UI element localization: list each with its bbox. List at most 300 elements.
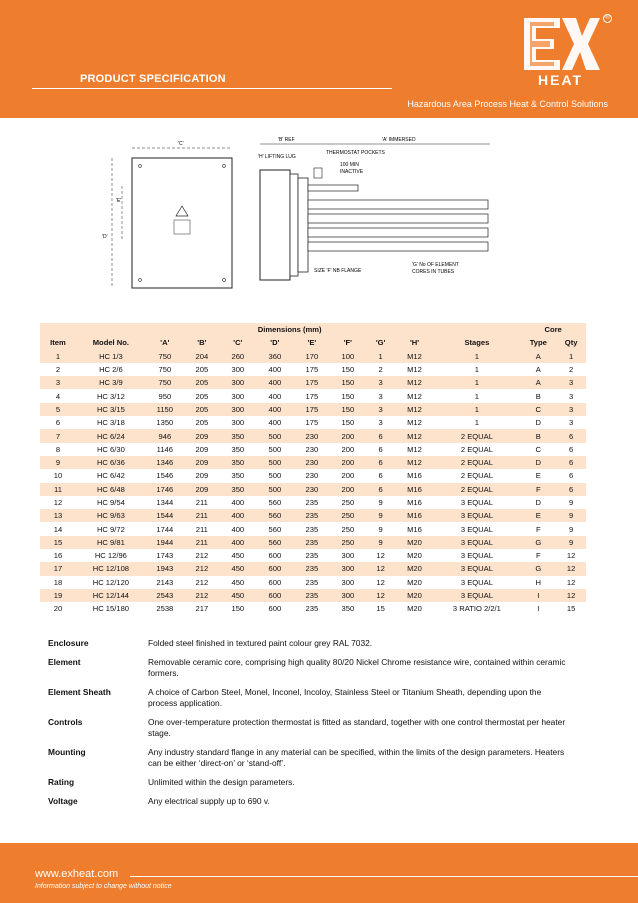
table-cell: E <box>520 469 556 482</box>
column-header: 'G' <box>366 336 396 349</box>
footer-rule <box>130 876 638 877</box>
table-cell: 560 <box>256 496 294 509</box>
table-cell: 9 <box>366 509 396 522</box>
table-cell: 750 <box>146 376 184 389</box>
table-cell: 1 <box>434 389 521 402</box>
group-header-dimensions: Dimensions (mm) <box>146 323 434 336</box>
table-row <box>40 589 586 602</box>
element-tube <box>308 242 488 251</box>
table-cell: 6 <box>366 469 396 482</box>
table-row <box>40 509 586 522</box>
label-h-lifting-lug: 'H' LIFTING LUG <box>258 154 296 160</box>
table-cell: 500 <box>256 469 294 482</box>
disclaimer-note: Information subject to change without notice <box>35 883 172 890</box>
table-cell: 3 <box>556 416 586 429</box>
table-cell: 200 <box>330 456 366 469</box>
property-row <box>48 717 588 739</box>
table-cell: 235 <box>294 536 330 549</box>
column-header: 'A' <box>146 336 184 349</box>
table-cell: 300 <box>220 403 256 416</box>
table-cell: 400 <box>256 363 294 376</box>
table-cell: E <box>520 509 556 522</box>
table-cell: 3 <box>366 389 396 402</box>
table-cell: HC 9/63 <box>76 509 146 522</box>
table-row <box>40 456 586 469</box>
table-cell: 205 <box>184 403 220 416</box>
table-cell: H <box>520 576 556 589</box>
table-cell: 6 <box>366 456 396 469</box>
table-cell: F <box>520 483 556 496</box>
label-cores-1: 'G' No OF ELEMENT <box>412 262 459 268</box>
table-cell: 212 <box>184 562 220 575</box>
table-cell: 1 <box>434 363 521 376</box>
table-cell: 3 EQUAL <box>434 562 521 575</box>
table-cell: 600 <box>256 549 294 562</box>
table-row <box>40 443 586 456</box>
table-cell: 250 <box>330 496 366 509</box>
table-cell: 2538 <box>146 602 184 615</box>
table-cell: HC 6/36 <box>76 456 146 469</box>
table-cell: 209 <box>184 456 220 469</box>
table-cell: 1544 <box>146 509 184 522</box>
table-cell: HC 6/42 <box>76 469 146 482</box>
table-cell: 6 <box>556 429 586 442</box>
table-cell: 1944 <box>146 536 184 549</box>
column-header: 'B' <box>184 336 220 349</box>
column-header: 'C' <box>220 336 256 349</box>
table-cell: 500 <box>256 483 294 496</box>
table-cell: 350 <box>330 602 366 615</box>
table-cell: D <box>520 496 556 509</box>
model-spec-table <box>40 323 586 616</box>
table-cell: 15 <box>40 536 76 549</box>
table-cell: 6 <box>556 456 586 469</box>
ex-logo-icon <box>520 14 600 74</box>
table-cell: 6 <box>556 469 586 482</box>
table-cell: 1943 <box>146 562 184 575</box>
table-row <box>40 562 586 575</box>
table-cell: 1344 <box>146 496 184 509</box>
table-cell: 3 EQUAL <box>434 589 521 602</box>
table-row <box>40 350 586 363</box>
table-row <box>40 549 586 562</box>
table-row <box>40 496 586 509</box>
table-cell: 9 <box>40 456 76 469</box>
label-min-inactive-2: INACTIVE <box>340 169 364 175</box>
table-cell: 350 <box>220 443 256 456</box>
table-row <box>40 429 586 442</box>
header-rule <box>32 88 392 89</box>
table-row <box>40 416 586 429</box>
table-cell: 235 <box>294 509 330 522</box>
property-value: Folded steel finished in textured paint colour grey RAL 7032. <box>148 638 373 648</box>
table-cell: 350 <box>220 429 256 442</box>
property-value: Unlimited within the design parameters. <box>148 777 295 787</box>
table-cell: C <box>520 443 556 456</box>
table-cell: 450 <box>220 589 256 602</box>
logo-heat-text: HEAT <box>538 72 584 88</box>
table-cell: 1743 <box>146 549 184 562</box>
table-cell: 300 <box>220 376 256 389</box>
table-cell: 150 <box>330 363 366 376</box>
table-cell: 150 <box>330 389 366 402</box>
table-cell: 400 <box>220 496 256 509</box>
table-cell: 16 <box>40 549 76 562</box>
table-cell: 235 <box>294 522 330 535</box>
table-cell: 170 <box>294 350 330 363</box>
table-cell: 400 <box>256 416 294 429</box>
table-cell: 217 <box>184 602 220 615</box>
enclosure-front-view <box>132 158 232 288</box>
dim-label-d: 'D' <box>102 234 108 240</box>
table-cell: 2 EQUAL <box>434 429 521 442</box>
property-name: Element <box>48 657 81 667</box>
table-cell: HC 9/81 <box>76 536 146 549</box>
table-cell: 1746 <box>146 483 184 496</box>
table-cell: 1 <box>366 350 396 363</box>
table-cell: 12 <box>366 589 396 602</box>
table-cell: 300 <box>220 389 256 402</box>
table-cell: B <box>520 429 556 442</box>
table-cell: 350 <box>220 469 256 482</box>
table-body <box>40 350 586 616</box>
property-name: Mounting <box>48 747 86 757</box>
table-cell: HC 9/54 <box>76 496 146 509</box>
table-row <box>40 363 586 376</box>
table-cell: M20 <box>395 602 433 615</box>
table-cell: M12 <box>395 429 433 442</box>
table-cell: 6 <box>366 429 396 442</box>
table-cell: 10 <box>40 469 76 482</box>
table-cell: 150 <box>330 403 366 416</box>
label-cores-2: CORES IN TUBES <box>412 269 455 275</box>
table-cell: 2 EQUAL <box>434 483 521 496</box>
table-cell: 450 <box>220 562 256 575</box>
table-cell: 17 <box>40 562 76 575</box>
table-cell: HC 1/3 <box>76 350 146 363</box>
table-cell: HC 3/9 <box>76 376 146 389</box>
table-cell: 14 <box>40 522 76 535</box>
table-cell: M12 <box>395 456 433 469</box>
table-cell: 205 <box>184 416 220 429</box>
table-cell: 350 <box>220 456 256 469</box>
table-cell: 500 <box>256 443 294 456</box>
table-row <box>40 522 586 535</box>
table-cell: 6 <box>366 483 396 496</box>
table-cell: 600 <box>256 576 294 589</box>
table-cell: 1350 <box>146 416 184 429</box>
dim-label-c: 'C' <box>178 141 184 147</box>
table-cell: M12 <box>395 350 433 363</box>
table-cell: 3 <box>366 416 396 429</box>
table-cell: 175 <box>294 376 330 389</box>
table-cell: 3 <box>556 389 586 402</box>
table-cell: 11 <box>40 483 76 496</box>
dim-label-b-ref: 'B' REF <box>278 137 295 143</box>
column-header: 'E' <box>294 336 330 349</box>
table-cell: 950 <box>146 389 184 402</box>
table-cell: M16 <box>395 483 433 496</box>
website-link[interactable]: www.exheat.com <box>35 868 119 880</box>
table-cell: HC 3/12 <box>76 389 146 402</box>
label-flange: SIZE 'F' NB FLANGE <box>314 268 362 274</box>
table-cell: HC 12/144 <box>76 589 146 602</box>
table-cell: 3 <box>366 403 396 416</box>
table-cell: 300 <box>220 363 256 376</box>
table-cell: 1 <box>434 350 521 363</box>
table-cell: 9 <box>366 522 396 535</box>
table-cell: 200 <box>330 443 366 456</box>
table-cell: 1 <box>434 403 521 416</box>
table-cell: M12 <box>395 389 433 402</box>
table-cell: 209 <box>184 443 220 456</box>
table-cell: 235 <box>294 562 330 575</box>
table-cell: 3 <box>556 376 586 389</box>
table-cell: 250 <box>330 522 366 535</box>
table-cell: 400 <box>220 536 256 549</box>
table-row <box>40 403 586 416</box>
table-cell: 235 <box>294 496 330 509</box>
table-cell: HC 3/15 <box>76 403 146 416</box>
column-header: Qty <box>556 336 586 349</box>
table-cell: 750 <box>146 350 184 363</box>
element-tube <box>308 228 488 237</box>
table-cell: 500 <box>256 456 294 469</box>
property-value: Removable ceramic core, comprising high quality 80/20 Nickel Chrome resistance wire, contained within ceramic formers. <box>148 657 566 678</box>
page-title: PRODUCT SPECIFICATION <box>80 73 226 85</box>
table-cell: 230 <box>294 456 330 469</box>
table-cell: 3 EQUAL <box>434 536 521 549</box>
table-cell: 300 <box>330 562 366 575</box>
dim-label-e: 'E' <box>116 198 122 204</box>
table-cell: 3 EQUAL <box>434 549 521 562</box>
table-group-header <box>40 323 586 336</box>
table-cell: 1 <box>556 350 586 363</box>
table-cell: 230 <box>294 443 330 456</box>
table-cell: HC 12/108 <box>76 562 146 575</box>
table-cell: 18 <box>40 576 76 589</box>
table-cell: 946 <box>146 429 184 442</box>
table-cell: 600 <box>256 562 294 575</box>
table-cell: 1 <box>434 416 521 429</box>
table-cell: 205 <box>184 389 220 402</box>
heater-diagram <box>100 130 520 310</box>
table-cell: M12 <box>395 376 433 389</box>
table-cell: 300 <box>220 416 256 429</box>
table-cell: M12 <box>395 416 433 429</box>
table-cell: 600 <box>256 589 294 602</box>
table-cell: 5 <box>40 403 76 416</box>
table-cell: 300 <box>330 589 366 602</box>
table-cell: 1 <box>434 376 521 389</box>
table-cell: G <box>520 536 556 549</box>
table-cell: 209 <box>184 469 220 482</box>
table-cell: 350 <box>220 483 256 496</box>
table-cell: 400 <box>220 509 256 522</box>
table-cell: 1150 <box>146 403 184 416</box>
table-cell: HC 6/48 <box>76 483 146 496</box>
table-cell: 211 <box>184 509 220 522</box>
table-cell: 9 <box>556 509 586 522</box>
property-name: Controls <box>48 717 83 727</box>
table-cell: 175 <box>294 403 330 416</box>
table-cell: 13 <box>40 509 76 522</box>
property-name: Enclosure <box>48 638 89 648</box>
table-cell: 3 EQUAL <box>434 496 521 509</box>
table-cell: M16 <box>395 469 433 482</box>
table-cell: 230 <box>294 469 330 482</box>
table-cell: 150 <box>330 376 366 389</box>
table-cell: M12 <box>395 363 433 376</box>
table-cell: 9 <box>556 522 586 535</box>
table-cell: 205 <box>184 363 220 376</box>
column-header: 'D' <box>256 336 294 349</box>
table-cell: 200 <box>330 429 366 442</box>
company-tagline: Hazardous Area Process Heat & Control Solutions <box>407 99 608 109</box>
table-cell: 211 <box>184 536 220 549</box>
table-cell: 175 <box>294 416 330 429</box>
table-cell: 150 <box>220 602 256 615</box>
table-cell: 7 <box>40 429 76 442</box>
table-cell: HC 12/96 <box>76 549 146 562</box>
table-cell: 209 <box>184 483 220 496</box>
table-cell: 500 <box>256 429 294 442</box>
table-cell: 260 <box>220 350 256 363</box>
page-footer <box>0 843 638 903</box>
property-value: One over-temperature protection thermostat is fitted as standard, together with one control thermostat per heater stage. <box>148 717 566 738</box>
page-header <box>0 0 638 118</box>
table-cell: 230 <box>294 483 330 496</box>
table-cell: 211 <box>184 522 220 535</box>
column-header: Stages <box>434 336 521 349</box>
table-cell: 9 <box>556 536 586 549</box>
table-cell: F <box>520 522 556 535</box>
table-cell: 400 <box>256 389 294 402</box>
property-value: A choice of Carbon Steel, Monel, Inconel, Incoloy, Stainless Steel or Titanium Sheath, depending upon the process application. <box>148 687 542 708</box>
table-cell: 12 <box>556 589 586 602</box>
table-row <box>40 602 586 615</box>
table-cell: 20 <box>40 602 76 615</box>
column-header: Item <box>40 336 76 349</box>
table-cell: 235 <box>294 589 330 602</box>
table-cell: 560 <box>256 522 294 535</box>
table-cell: 200 <box>330 483 366 496</box>
table-row <box>40 376 586 389</box>
table-cell: 1 <box>40 350 76 363</box>
column-header: 'H' <box>395 336 433 349</box>
dim-label-a-immersed: 'A' IMMERSED <box>382 137 416 143</box>
table-cell: 6 <box>40 416 76 429</box>
table-cell: 400 <box>220 522 256 535</box>
table-cell: 209 <box>184 429 220 442</box>
table-cell: 560 <box>256 536 294 549</box>
table-cell: 450 <box>220 549 256 562</box>
table-cell: B <box>520 389 556 402</box>
property-value: Any industry standard flange in any material can be specified, within the limits of the design parameters. Heaters can be either ‘direct-on’ or ‘stand-off’. <box>148 747 565 768</box>
label-thermostat-pockets: THERMOSTAT POCKETS <box>326 150 385 156</box>
table-cell: A <box>520 350 556 363</box>
table-cell: 100 <box>330 350 366 363</box>
table-cell: 212 <box>184 549 220 562</box>
table-cell: 250 <box>330 509 366 522</box>
table-cell: M20 <box>395 549 433 562</box>
registered-mark: ® <box>603 14 612 23</box>
table-cell: 2143 <box>146 576 184 589</box>
property-row <box>48 657 588 679</box>
table-cell: 212 <box>184 589 220 602</box>
table-cell: M16 <box>395 496 433 509</box>
table-cell: 3 <box>366 376 396 389</box>
table-cell: F <box>520 549 556 562</box>
table-column-headers <box>40 336 586 349</box>
table-cell: 12 <box>556 562 586 575</box>
label-min-inactive-1: 100 MIN <box>340 162 359 168</box>
table-cell: 235 <box>294 549 330 562</box>
table-cell: 200 <box>330 469 366 482</box>
table-cell: 19 <box>40 589 76 602</box>
product-properties <box>48 638 588 815</box>
table-cell: 2 <box>366 363 396 376</box>
table-cell: HC 15/180 <box>76 602 146 615</box>
table-cell: 9 <box>366 496 396 509</box>
table-cell: A <box>520 363 556 376</box>
table-cell: M12 <box>395 403 433 416</box>
property-row <box>48 638 588 649</box>
property-name: Rating <box>48 777 75 787</box>
property-value: Any electrical supply up to 690 v. <box>148 796 270 806</box>
table-cell: M16 <box>395 522 433 535</box>
table-cell: I <box>520 589 556 602</box>
table-cell: 235 <box>294 576 330 589</box>
table-cell: 6 <box>556 483 586 496</box>
element-tube <box>308 214 488 223</box>
table-cell: 204 <box>184 350 220 363</box>
table-cell: 1146 <box>146 443 184 456</box>
table-cell: M20 <box>395 536 433 549</box>
property-row <box>48 687 588 709</box>
table-cell: 4 <box>40 389 76 402</box>
table-cell: HC 2/6 <box>76 363 146 376</box>
table-cell: 750 <box>146 363 184 376</box>
table-cell: M16 <box>395 509 433 522</box>
property-row <box>48 747 588 769</box>
table-cell: 6 <box>556 443 586 456</box>
table-cell: 2 EQUAL <box>434 456 521 469</box>
table-cell: C <box>520 403 556 416</box>
table-cell: 150 <box>330 416 366 429</box>
table-row <box>40 469 586 482</box>
table-cell: 12 <box>556 576 586 589</box>
element-tube <box>308 200 488 209</box>
table-cell: 211 <box>184 496 220 509</box>
table-cell: 2 <box>556 363 586 376</box>
table-cell: 12 <box>366 576 396 589</box>
table-cell: 400 <box>256 376 294 389</box>
table-cell: 175 <box>294 389 330 402</box>
table-cell: D <box>520 456 556 469</box>
table-cell: 3 RATIO 2/2/1 <box>434 602 521 615</box>
table-cell: 175 <box>294 363 330 376</box>
column-header: Model No. <box>76 336 146 349</box>
table-cell: 250 <box>330 536 366 549</box>
table-row <box>40 576 586 589</box>
table-cell: A <box>520 376 556 389</box>
table-cell: 560 <box>256 509 294 522</box>
table-cell: 6 <box>366 443 396 456</box>
property-name: Voltage <box>48 796 78 806</box>
table-cell: 12 <box>366 562 396 575</box>
table-cell: 360 <box>256 350 294 363</box>
